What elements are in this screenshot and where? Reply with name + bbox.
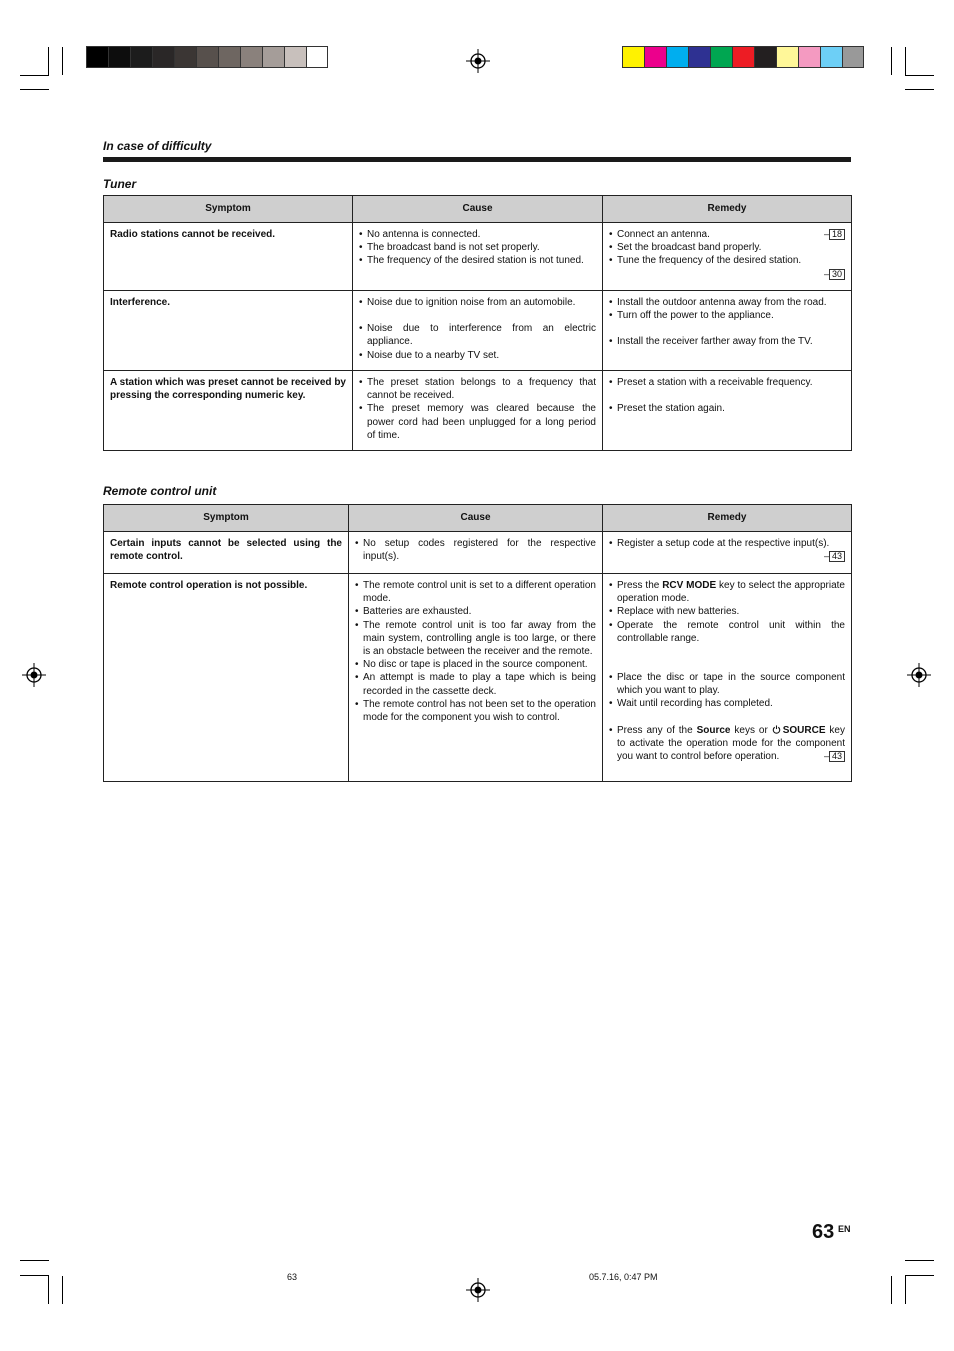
- registration-mark-icon: [466, 49, 490, 73]
- color-swatch: [710, 46, 732, 68]
- cause-item: • The preset station belongs to a frequency that cannot be received.: [359, 376, 596, 402]
- cause-item: • The remote control unit is set to a different operation mode.: [355, 579, 596, 605]
- column-header-symptom: Symptom: [104, 196, 353, 223]
- remote-section-title: Remote control unit: [103, 484, 217, 498]
- color-swatch: [776, 46, 798, 68]
- page-number: 63: [812, 1221, 835, 1243]
- remedy-cell: [603, 574, 852, 782]
- cause-item: • The frequency of the desired station is not tuned.: [359, 254, 596, 267]
- page-reference: – 30: [621, 268, 845, 281]
- cause-cell: [353, 371, 603, 451]
- cause-item: • The preset memory was cleared because the power cord had been unplugged for a long period of time.: [359, 402, 596, 442]
- color-swatch: [240, 46, 262, 68]
- color-swatch: [174, 46, 196, 68]
- remedy-item: • Install the receiver farther away from the TV.: [609, 335, 845, 348]
- table-row: [104, 291, 852, 371]
- table-row: [104, 223, 852, 291]
- color-calibration-bar: [622, 46, 864, 68]
- column-header-cause: Cause: [353, 196, 603, 223]
- crop-mark: [62, 1276, 63, 1304]
- cause-item: • Noise due to a nearby TV set.: [359, 349, 596, 362]
- page-reference: – 43: [621, 550, 845, 563]
- color-swatch: [196, 46, 218, 68]
- grayscale-calibration-bar: [86, 46, 328, 68]
- cause-item: • No antenna is connected.: [359, 228, 596, 241]
- key-label: RCV MODE: [662, 580, 717, 591]
- remedy-item: • Tune the frequency of the desired station. – 30: [609, 254, 845, 280]
- remedy-item: • – 18 Connect an antenna.: [609, 228, 845, 241]
- color-swatch: [86, 46, 108, 68]
- column-header-symptom: Symptom: [104, 505, 349, 532]
- remedy-cell: [603, 371, 852, 451]
- cause-cell: [353, 223, 603, 291]
- color-swatch: [306, 46, 328, 68]
- crop-mark: [905, 1260, 934, 1261]
- tuner-table: [103, 195, 852, 451]
- remedy-item: • Press the RCV MODE key to select the appropriate operation mode.: [609, 579, 845, 605]
- crop-mark: [20, 1275, 49, 1276]
- cause-cell: [349, 532, 603, 574]
- cause-item: • An attempt is made to play a tape which is being recorded in the cassette deck.: [355, 671, 596, 697]
- remedy-item: • Preset the station again.: [609, 402, 845, 415]
- registration-mark-icon: [907, 663, 931, 687]
- color-swatch: [130, 46, 152, 68]
- remedy-item: • Preset a station with a receivable frequency.: [609, 376, 845, 389]
- table-row: [104, 574, 852, 782]
- heading-rule: [103, 157, 851, 162]
- column-header-remedy: Remedy: [603, 505, 852, 532]
- remedy-cell: [603, 223, 852, 291]
- registration-mark-icon: [22, 663, 46, 687]
- remedy-item: • Replace with new batteries.: [609, 605, 845, 618]
- symptom-cell: Certain inputs cannot be selected using the remote control.: [104, 532, 349, 574]
- remedy-cell: [603, 532, 852, 574]
- color-swatch: [798, 46, 820, 68]
- crop-mark: [891, 47, 892, 75]
- table-header-row: [104, 196, 852, 223]
- cause-cell: [353, 291, 603, 371]
- color-swatch: [622, 46, 644, 68]
- cause-item: • Noise due to interference from an electric appliance.: [359, 322, 596, 348]
- registration-mark-icon: [466, 1278, 490, 1302]
- key-label: SOURCE: [782, 724, 826, 736]
- key-label: Source: [696, 724, 731, 736]
- remedy-item: • Register a setup code at the respective input(s). – 43: [609, 537, 845, 563]
- crop-mark: [62, 47, 63, 75]
- cause-item: • The remote control has not been set to the operation mode for the component you wish to control.: [355, 698, 596, 724]
- color-swatch: [842, 46, 864, 68]
- color-swatch: [644, 46, 666, 68]
- symptom-cell: Interference.: [104, 291, 353, 371]
- crop-mark: [48, 1276, 49, 1304]
- crop-mark: [905, 1276, 906, 1304]
- cause-item: • The broadcast band is not set properly.: [359, 241, 596, 254]
- remedy-item: • Wait until recording has completed.: [609, 697, 845, 710]
- color-swatch: [152, 46, 174, 68]
- page-language: EN: [838, 1224, 851, 1234]
- crop-mark: [20, 89, 49, 90]
- footer-timestamp: 05.7.16, 0:47 PM: [589, 1272, 658, 1282]
- color-swatch: [262, 46, 284, 68]
- column-header-cause: Cause: [349, 505, 603, 532]
- crop-mark: [48, 47, 49, 75]
- remedy-item: • Press any of the Source keys or SOURCE key to activate the operation mode for the component you want to control before operation. – 43: [609, 724, 845, 764]
- tuner-section-title: Tuner: [103, 177, 137, 191]
- color-swatch: [666, 46, 688, 68]
- remedy-item: • Turn off the power to the appliance.: [609, 309, 845, 322]
- remedy-cell: [603, 291, 852, 371]
- page-title: In case of difficulty: [103, 139, 212, 153]
- color-swatch: [284, 46, 306, 68]
- color-swatch: [732, 46, 754, 68]
- remote-table: [103, 504, 852, 782]
- crop-mark: [905, 1275, 934, 1276]
- cause-cell: [349, 574, 603, 782]
- color-swatch: [820, 46, 842, 68]
- page-reference: – 43: [824, 750, 845, 763]
- remedy-item: • Set the broadcast band properly.: [609, 241, 845, 254]
- power-icon: [772, 725, 781, 734]
- color-swatch: [108, 46, 130, 68]
- crop-mark: [891, 1276, 892, 1304]
- cause-item: • Noise due to ignition noise from an automobile.: [359, 296, 596, 309]
- crop-mark: [905, 75, 934, 76]
- crop-mark: [905, 47, 906, 75]
- symptom-cell: Remote control operation is not possible.: [104, 574, 349, 782]
- table-header-row: [104, 505, 852, 532]
- color-swatch: [218, 46, 240, 68]
- cause-item: • No disc or tape is placed in the source component.: [355, 658, 596, 671]
- cause-item: • Batteries are exhausted.: [355, 605, 596, 618]
- remedy-item: • Install the outdoor antenna away from the road.: [609, 296, 845, 309]
- cause-item: • The remote control unit is too far away from the main system, controlling angle is too large, or there is an obstacle between the receiver and the remote.: [355, 619, 596, 659]
- cause-item: • No setup codes registered for the respective input(s).: [355, 537, 596, 563]
- footer-page: 63: [287, 1272, 298, 1282]
- remedy-item: • Place the disc or tape in the source component which you want to play.: [609, 671, 845, 697]
- symptom-cell: Radio stations cannot be received.: [104, 223, 353, 291]
- column-header-remedy: Remedy: [603, 196, 852, 223]
- color-swatch: [688, 46, 710, 68]
- page-reference: • – 18: [824, 228, 845, 241]
- remedy-item: • Operate the remote control unit within the controllable range.: [609, 619, 845, 645]
- table-row: [104, 532, 852, 574]
- color-swatch: [754, 46, 776, 68]
- crop-mark: [905, 89, 934, 90]
- table-row: [104, 371, 852, 451]
- crop-mark: [20, 75, 49, 76]
- crop-mark: [20, 1260, 49, 1261]
- symptom-cell: A station which was preset cannot be received by pressing the corresponding numeric key.: [104, 371, 353, 451]
